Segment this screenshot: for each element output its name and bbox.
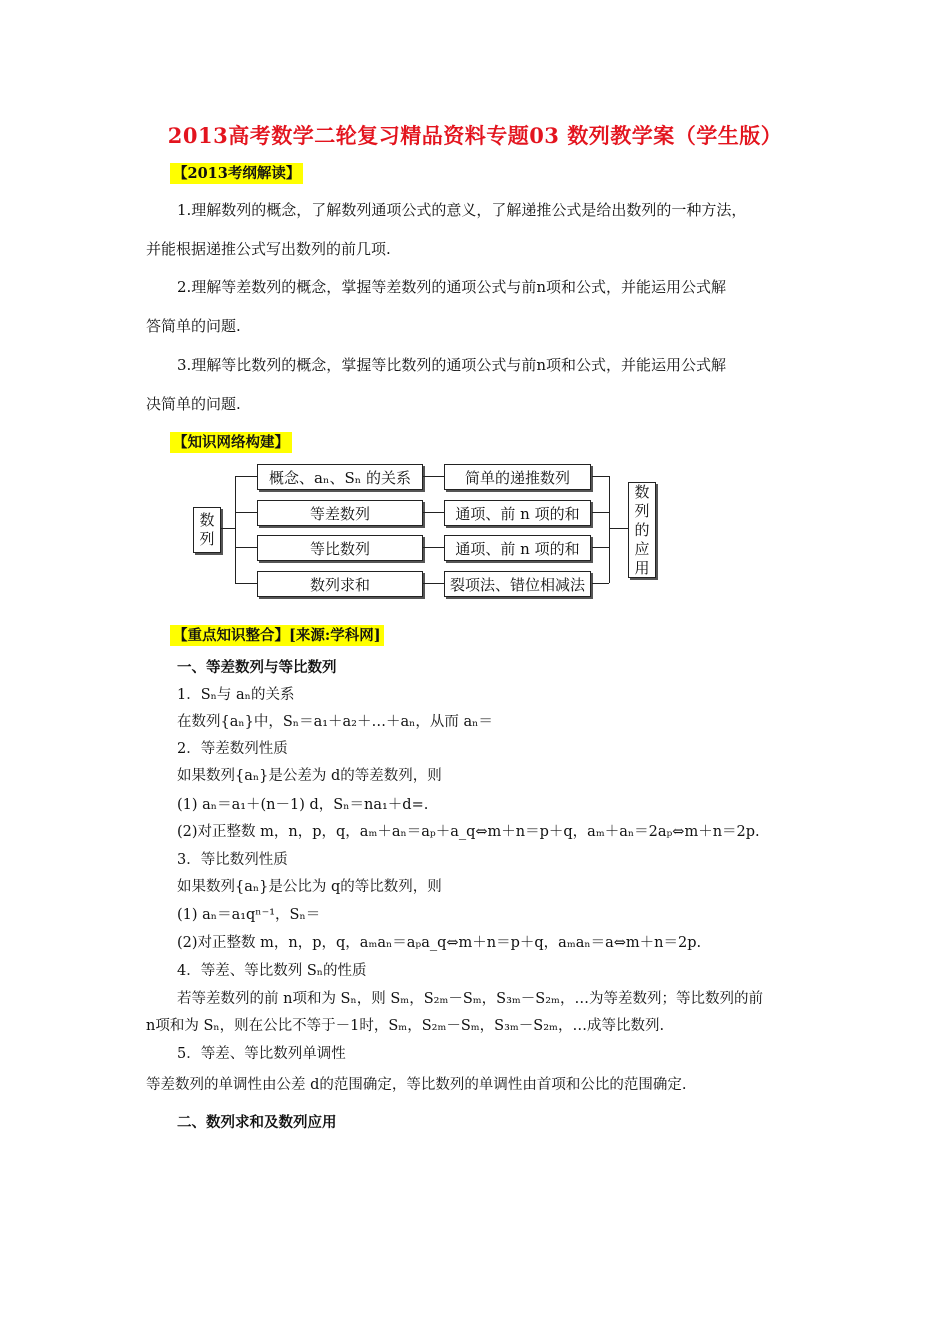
diagram-left-box-1: 概念、aₙ、Sₙ 的关系 xyxy=(257,464,423,490)
diagram-connector xyxy=(235,583,257,584)
heading-arithmetic-geometric: 一、等差数列与等比数列 xyxy=(177,660,337,676)
diagram-result-char-2: 列 xyxy=(634,501,650,520)
sub2-property-1: (1) aₙ＝a₁＋(n－1) d，Sₙ＝na₁＋d=. xyxy=(177,797,429,813)
sub2-intro: 如果数列{aₙ}是公差为 d的等差数列，则 xyxy=(177,768,442,784)
sub3-property-2: (2)对正整数 m，n，p，q，aₘaₙ＝aₚa_q⇔m＋n＝p＋q，aₘaₙ＝a⇔m＋n＝2p. xyxy=(177,935,702,951)
diagram-result-char-5: 用 xyxy=(634,558,650,577)
diagram-root-box xyxy=(193,507,221,553)
diagram-connector xyxy=(423,583,444,584)
diagram-right-box-4: 裂项法、错位相减法 xyxy=(444,571,591,597)
diagram-connector xyxy=(609,476,610,583)
diagram-connector xyxy=(592,583,609,584)
diagram-connector xyxy=(235,476,236,583)
diagram-connector xyxy=(235,476,257,477)
sub4-line-2: n项和为 Sₙ，则在公比不等于－1时，Sₘ，S₂ₘ－Sₘ，S₃ₘ－S₂ₘ，…成等比数列. xyxy=(146,1018,665,1034)
sub2-title: 2．等差数列性质 xyxy=(177,741,288,757)
diagram-root-char-2: 列 xyxy=(199,530,215,548)
sub3-property-1: (1) aₙ＝a₁qⁿ⁻¹，Sₙ＝ xyxy=(177,907,321,923)
sub3-title: 3．等比数列性质 xyxy=(177,852,288,868)
diagram-connector xyxy=(423,547,444,548)
diagram-connector xyxy=(235,512,257,513)
sub3-intro: 如果数列{aₙ}是公比为 q的等比数列，则 xyxy=(177,879,442,895)
heading-sum-application: 二、数列求和及数列应用 xyxy=(177,1115,337,1131)
syllabus-item-2-line1: 2.理解等差数列的概念，掌握等差数列的通项公式与前n项和公式，并能运用公式解 xyxy=(177,278,726,296)
diagram-result-char-1: 数 xyxy=(634,482,650,501)
diagram-result-box xyxy=(628,482,656,578)
diagram-connector xyxy=(609,528,628,529)
sub5-title: 5．等差、等比数列单调性 xyxy=(177,1046,346,1062)
sub2-property-2: (2)对正整数 m，n，p，q，aₘ＋aₙ＝aₚ＋a_q⇔m＋n＝p＋q，aₘ＋aₙ＝2aₚ⇔m＋n＝2p. xyxy=(177,824,760,840)
section-tag-syllabus: 【2013考纲解读】 xyxy=(170,163,303,184)
diagram-result-char-3: 的 xyxy=(634,520,650,539)
diagram-connector xyxy=(235,547,257,548)
section-tag-knowledge-network: 【知识网络构建】 xyxy=(170,432,292,453)
section-tag-key-knowledge: 【重点知识整合】[来源:学科网] xyxy=(170,625,384,646)
syllabus-item-1-line1: 1.理解数列的概念，了解数列通项公式的意义，了解递推公式是给出数列的一种方法， xyxy=(177,201,747,219)
sub4-title: 4．等差、等比数列 Sₙ的性质 xyxy=(177,963,367,979)
diagram-connector xyxy=(592,512,609,513)
diagram-connector xyxy=(592,476,609,477)
diagram-left-box-3: 等比数列 xyxy=(257,535,423,561)
diagram-connector xyxy=(592,547,609,548)
diagram-connector xyxy=(220,528,235,529)
diagram-left-box-2: 等差数列 xyxy=(257,500,423,526)
sub5-text: 等差数列的单调性由公差 d的范围确定，等比数列的单调性由首项和公比的范围确定. xyxy=(146,1077,687,1093)
diagram-right-box-1: 简单的递推数列 xyxy=(444,464,591,490)
sub1-title: 1．Sₙ与 aₙ的关系 xyxy=(177,687,295,703)
diagram-root-char-1: 数 xyxy=(199,511,215,529)
sub4-line-1: 若等差数列的前 n项和为 Sₙ，则 Sₘ，S₂ₘ－Sₘ，S₃ₘ－S₂ₘ，…为等差数列；等比数列的前 xyxy=(177,991,763,1007)
diagram-right-box-3: 通项、前 n 项的和 xyxy=(444,535,591,561)
page-title: 2013高考数学二轮复习精品资料专题03 数列教学案（学生版） xyxy=(167,123,783,148)
diagram-connector xyxy=(423,476,444,477)
syllabus-item-1-line2: 并能根据递推公式写出数列的前几项. xyxy=(146,240,391,258)
diagram-result-char-4: 应 xyxy=(634,539,650,558)
syllabus-item-3-line1: 3.理解等比数列的概念，掌握等比数列的通项公式与前n项和公式，并能运用公式解 xyxy=(177,356,726,374)
diagram-connector xyxy=(423,512,444,513)
sub1-text: 在数列{aₙ}中，Sₙ＝a₁＋a₂＋…＋aₙ，从而 aₙ＝ xyxy=(177,714,493,730)
diagram-left-box-4: 数列求和 xyxy=(257,571,423,597)
diagram-right-box-2: 通项、前 n 项的和 xyxy=(444,500,591,526)
syllabus-item-3-line2: 决简单的问题. xyxy=(146,395,241,413)
syllabus-item-2-line2: 答简单的问题. xyxy=(146,317,241,335)
